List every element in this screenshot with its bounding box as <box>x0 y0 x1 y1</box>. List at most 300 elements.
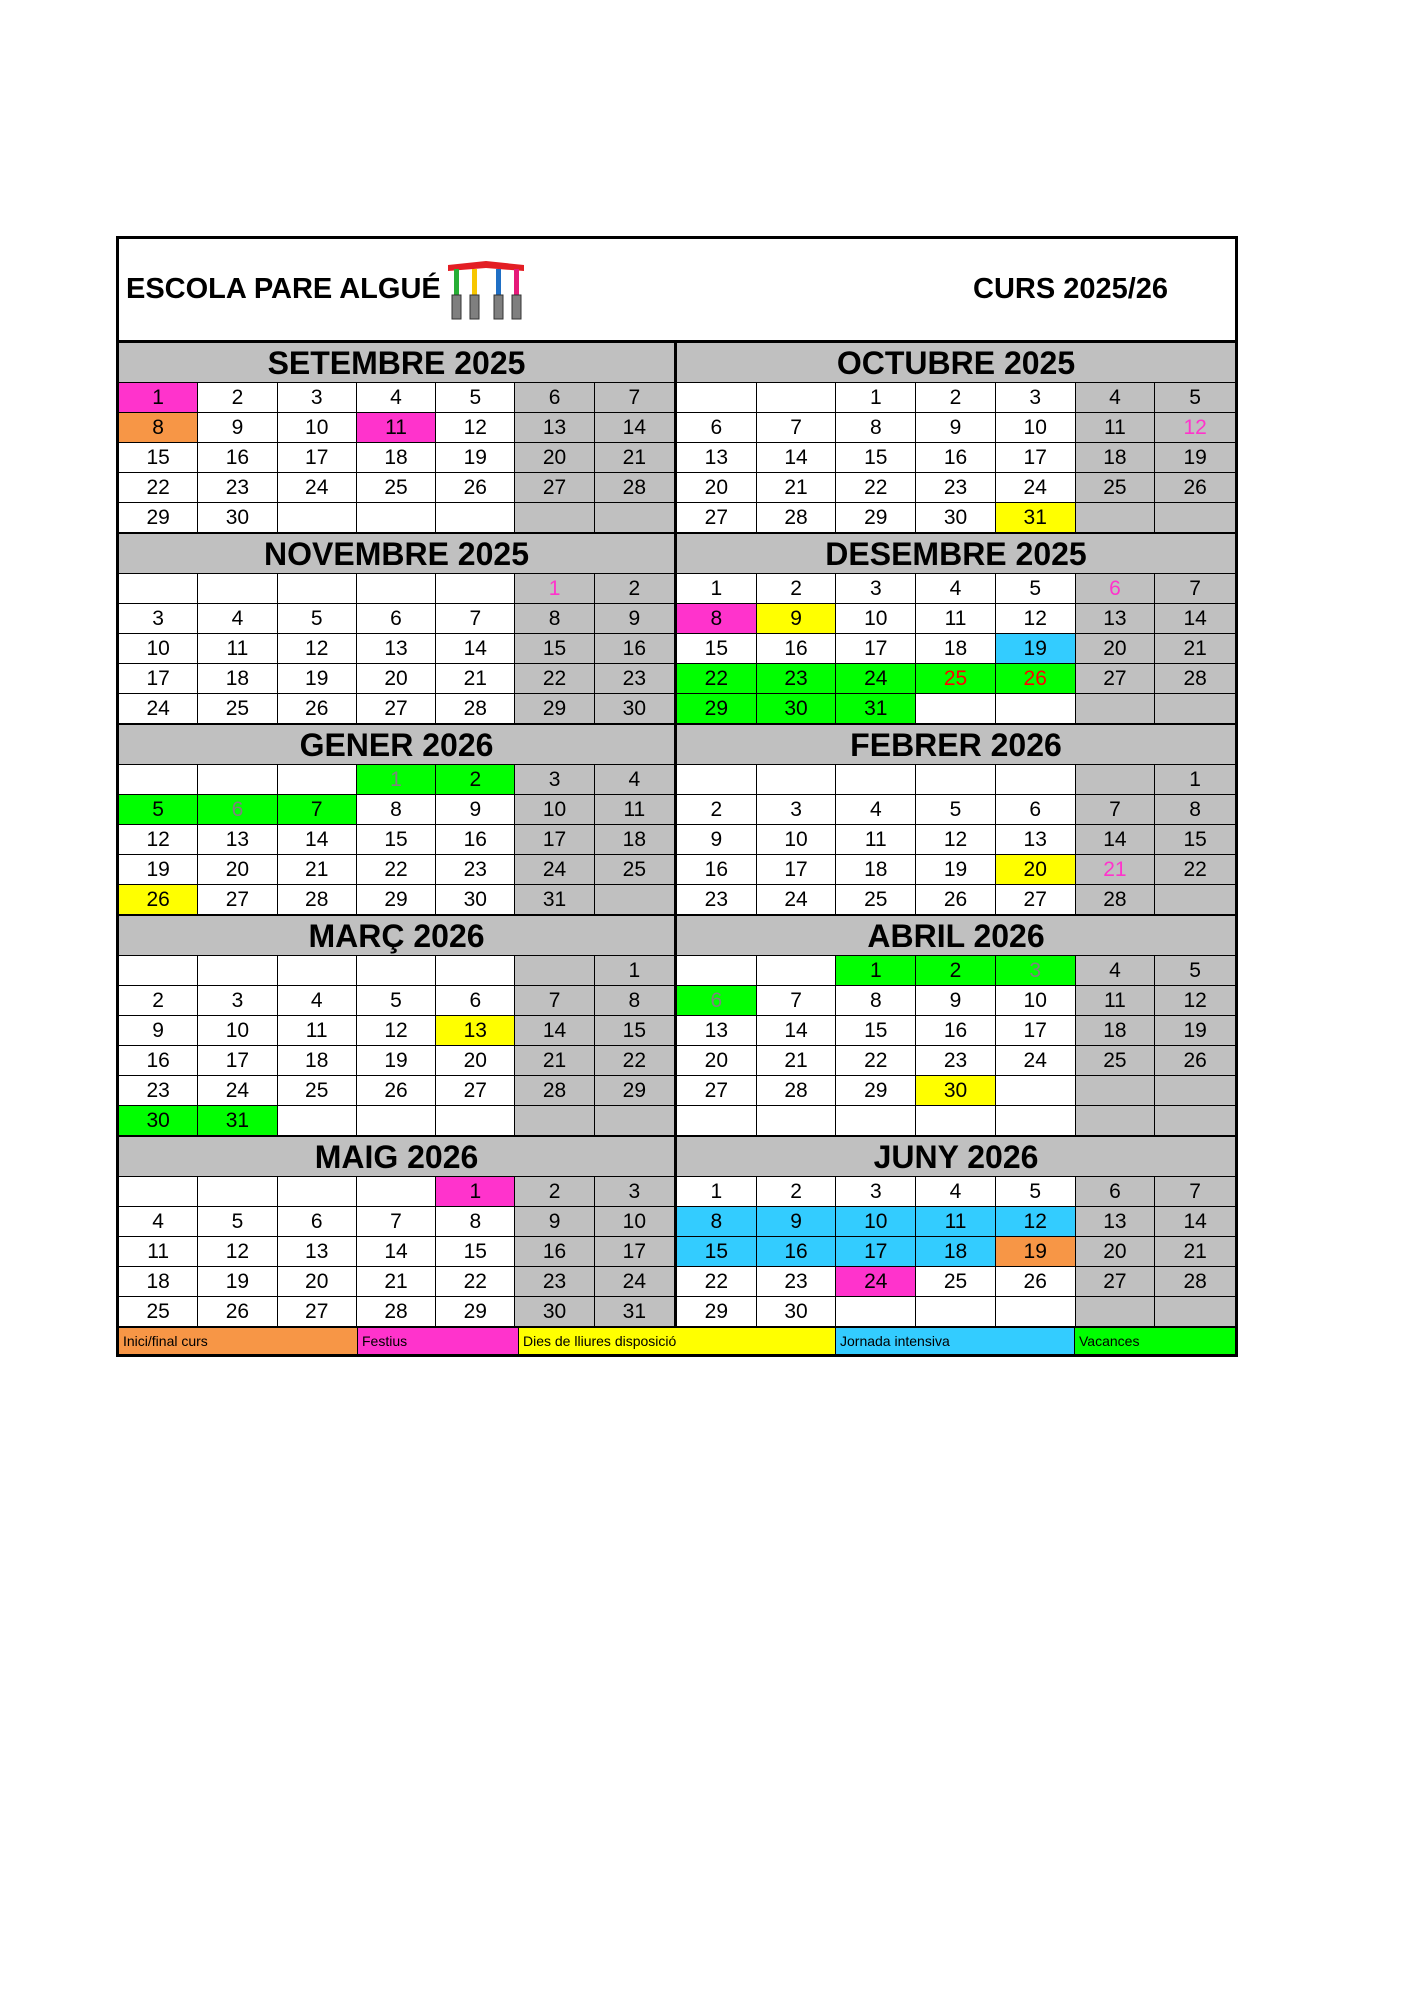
empty-cell <box>595 885 674 915</box>
day-cell: 13 <box>278 1237 357 1267</box>
day-cell: 13 <box>677 1016 757 1046</box>
day-cell: 6 <box>1076 574 1156 604</box>
day-cell: 8 <box>1155 795 1235 825</box>
day-cell: 28 <box>595 473 674 503</box>
empty-cell <box>836 765 916 795</box>
day-cell: 23 <box>595 664 674 694</box>
month-grid <box>677 383 1235 533</box>
day-cell: 19 <box>996 634 1076 664</box>
month-title: MAIG 2026 <box>119 1137 674 1177</box>
day-cell: 11 <box>916 604 996 634</box>
empty-cell <box>1155 885 1235 915</box>
day-cell: 24 <box>996 473 1076 503</box>
empty-cell <box>1076 1106 1156 1136</box>
day-cell: 8 <box>836 413 916 443</box>
empty-cell <box>1076 1076 1156 1106</box>
day-cell: 30 <box>757 1297 837 1327</box>
day-cell: 23 <box>916 473 996 503</box>
empty-cell <box>1076 1297 1156 1327</box>
day-cell: 7 <box>1155 1177 1235 1207</box>
day-cell: 3 <box>595 1177 674 1207</box>
month-row <box>119 533 1235 724</box>
day-cell: 16 <box>916 1016 996 1046</box>
day-cell: 10 <box>278 413 357 443</box>
day-cell: 17 <box>515 825 594 855</box>
day-cell: 10 <box>757 825 837 855</box>
day-cell: 1 <box>436 1177 515 1207</box>
day-cell: 9 <box>119 1016 198 1046</box>
day-cell: 15 <box>357 825 436 855</box>
empty-cell <box>757 1106 837 1136</box>
day-cell: 30 <box>595 694 674 724</box>
day-cell: 17 <box>836 634 916 664</box>
day-cell: 28 <box>1155 664 1235 694</box>
month-title: NOVEMBRE 2025 <box>119 534 674 574</box>
day-cell: 16 <box>198 443 277 473</box>
day-cell: 31 <box>515 885 594 915</box>
empty-cell <box>357 503 436 533</box>
day-cell: 8 <box>436 1207 515 1237</box>
day-cell: 8 <box>119 413 198 443</box>
day-cell: 6 <box>996 795 1076 825</box>
day-cell: 20 <box>515 443 594 473</box>
day-cell: 19 <box>1155 1016 1235 1046</box>
day-cell: 6 <box>198 795 277 825</box>
day-cell: 3 <box>996 956 1076 986</box>
empty-cell <box>436 503 515 533</box>
day-cell: 28 <box>357 1297 436 1327</box>
empty-cell <box>278 574 357 604</box>
day-cell: 31 <box>836 694 916 724</box>
day-cell: 28 <box>1155 1267 1235 1297</box>
empty-cell <box>595 1106 674 1136</box>
empty-cell <box>278 765 357 795</box>
day-cell: 2 <box>677 795 757 825</box>
day-cell: 6 <box>1076 1177 1156 1207</box>
day-cell: 1 <box>357 765 436 795</box>
day-cell: 10 <box>836 604 916 634</box>
day-cell: 20 <box>1076 634 1156 664</box>
day-cell: 3 <box>996 383 1076 413</box>
day-cell: 4 <box>1076 383 1156 413</box>
day-cell: 29 <box>119 503 198 533</box>
day-cell: 10 <box>595 1207 674 1237</box>
day-cell: 24 <box>996 1046 1076 1076</box>
day-cell: 7 <box>757 986 837 1016</box>
day-cell: 13 <box>677 443 757 473</box>
day-cell: 27 <box>1076 1267 1156 1297</box>
day-cell: 7 <box>595 383 674 413</box>
day-cell: 13 <box>1076 604 1156 634</box>
day-cell: 13 <box>996 825 1076 855</box>
empty-cell <box>836 1106 916 1136</box>
day-cell: 10 <box>198 1016 277 1046</box>
day-cell: 4 <box>278 986 357 1016</box>
month-grid <box>119 956 674 1136</box>
empty-cell <box>916 1297 996 1327</box>
month-grid <box>677 765 1235 915</box>
legend-item-jornada-intensiva: Jornada intensiva <box>836 1328 1075 1354</box>
month-title: MARÇ 2026 <box>119 916 674 956</box>
day-cell: 4 <box>357 383 436 413</box>
day-cell: 19 <box>198 1267 277 1297</box>
school-name: ESCOLA PARE ALGUÉ <box>126 273 441 305</box>
day-cell: 12 <box>119 825 198 855</box>
day-cell: 18 <box>357 443 436 473</box>
day-cell: 21 <box>278 855 357 885</box>
day-cell: 1 <box>119 383 198 413</box>
empty-cell <box>1155 1076 1235 1106</box>
day-cell: 23 <box>677 885 757 915</box>
day-cell: 11 <box>595 795 674 825</box>
day-cell: 30 <box>757 694 837 724</box>
day-cell: 4 <box>595 765 674 795</box>
day-cell: 4 <box>119 1207 198 1237</box>
day-cell: 14 <box>1076 825 1156 855</box>
month-maig-2026 <box>119 1137 677 1327</box>
empty-cell <box>677 1106 757 1136</box>
month-grid <box>677 956 1235 1136</box>
day-cell: 14 <box>757 1016 837 1046</box>
day-cell: 21 <box>436 664 515 694</box>
empty-cell <box>119 765 198 795</box>
empty-cell <box>515 503 594 533</box>
legend-item-inici-final-curs: Inici/final curs <box>119 1328 358 1354</box>
day-cell: 27 <box>278 1297 357 1327</box>
day-cell: 10 <box>996 413 1076 443</box>
day-cell: 20 <box>1076 1237 1156 1267</box>
day-cell: 1 <box>677 574 757 604</box>
day-cell: 2 <box>757 574 837 604</box>
day-cell: 20 <box>198 855 277 885</box>
day-cell: 3 <box>757 795 837 825</box>
day-cell: 16 <box>595 634 674 664</box>
day-cell: 11 <box>119 1237 198 1267</box>
day-cell: 24 <box>836 664 916 694</box>
day-cell: 15 <box>595 1016 674 1046</box>
day-cell: 25 <box>916 664 996 694</box>
empty-cell <box>916 1106 996 1136</box>
day-cell: 5 <box>996 1177 1076 1207</box>
day-cell: 29 <box>677 694 757 724</box>
day-cell: 8 <box>357 795 436 825</box>
day-cell: 24 <box>198 1076 277 1106</box>
day-cell: 9 <box>916 986 996 1016</box>
month-grid <box>119 1177 674 1327</box>
day-cell: 11 <box>836 825 916 855</box>
day-cell: 30 <box>515 1297 594 1327</box>
legend-item-festius: Festius <box>358 1328 519 1354</box>
day-cell: 10 <box>119 634 198 664</box>
day-cell: 15 <box>836 443 916 473</box>
month-febrer-2026 <box>677 725 1235 915</box>
empty-cell <box>119 1177 198 1207</box>
day-cell: 4 <box>198 604 277 634</box>
school-calendar <box>116 236 1238 1357</box>
day-cell: 6 <box>436 986 515 1016</box>
day-cell: 12 <box>357 1016 436 1046</box>
day-cell: 10 <box>515 795 594 825</box>
day-cell: 4 <box>1076 956 1156 986</box>
day-cell: 15 <box>677 1237 757 1267</box>
month-novembre-2025 <box>119 534 677 724</box>
empty-cell <box>677 956 757 986</box>
day-cell: 23 <box>436 855 515 885</box>
empty-cell <box>1155 503 1235 533</box>
day-cell: 27 <box>677 503 757 533</box>
day-cell: 8 <box>836 986 916 1016</box>
day-cell: 3 <box>836 1177 916 1207</box>
empty-cell <box>1076 765 1156 795</box>
day-cell: 8 <box>677 604 757 634</box>
day-cell: 2 <box>198 383 277 413</box>
day-cell: 25 <box>119 1297 198 1327</box>
day-cell: 12 <box>436 413 515 443</box>
day-cell: 7 <box>357 1207 436 1237</box>
day-cell: 21 <box>1155 634 1235 664</box>
empty-cell <box>357 956 436 986</box>
day-cell: 18 <box>119 1267 198 1297</box>
day-cell: 2 <box>515 1177 594 1207</box>
school-logo-icon <box>446 259 526 323</box>
day-cell: 28 <box>1076 885 1156 915</box>
day-cell: 15 <box>119 443 198 473</box>
day-cell: 2 <box>916 956 996 986</box>
day-cell: 20 <box>677 473 757 503</box>
day-cell: 22 <box>836 473 916 503</box>
day-cell: 2 <box>119 986 198 1016</box>
day-cell: 15 <box>677 634 757 664</box>
month-row <box>119 343 1235 533</box>
day-cell: 22 <box>595 1046 674 1076</box>
day-cell: 3 <box>515 765 594 795</box>
day-cell: 17 <box>996 443 1076 473</box>
day-cell: 15 <box>836 1016 916 1046</box>
day-cell: 21 <box>357 1267 436 1297</box>
empty-cell <box>996 694 1076 724</box>
day-cell: 1 <box>836 383 916 413</box>
day-cell: 28 <box>757 1076 837 1106</box>
empty-cell <box>436 956 515 986</box>
day-cell: 30 <box>916 503 996 533</box>
day-cell: 2 <box>595 574 674 604</box>
empty-cell <box>916 765 996 795</box>
day-cell: 26 <box>916 885 996 915</box>
day-cell: 22 <box>677 664 757 694</box>
day-cell: 20 <box>677 1046 757 1076</box>
empty-cell <box>1155 1106 1235 1136</box>
day-cell: 16 <box>515 1237 594 1267</box>
day-cell: 19 <box>436 443 515 473</box>
empty-cell <box>757 956 837 986</box>
day-cell: 16 <box>757 1237 837 1267</box>
month-row <box>119 915 1235 1136</box>
day-cell: 27 <box>1076 664 1156 694</box>
day-cell: 15 <box>1155 825 1235 855</box>
empty-cell <box>996 1076 1076 1106</box>
day-cell: 14 <box>436 634 515 664</box>
day-cell: 25 <box>1076 473 1156 503</box>
day-cell: 27 <box>198 885 277 915</box>
day-cell: 13 <box>1076 1207 1156 1237</box>
day-cell: 27 <box>996 885 1076 915</box>
day-cell: 21 <box>1155 1237 1235 1267</box>
day-cell: 18 <box>595 825 674 855</box>
day-cell: 18 <box>836 855 916 885</box>
day-cell: 7 <box>515 986 594 1016</box>
day-cell: 6 <box>278 1207 357 1237</box>
empty-cell <box>278 503 357 533</box>
empty-cell <box>198 1177 277 1207</box>
day-cell: 14 <box>595 413 674 443</box>
day-cell: 24 <box>515 855 594 885</box>
day-cell: 10 <box>836 1207 916 1237</box>
day-cell: 28 <box>757 503 837 533</box>
day-cell: 29 <box>595 1076 674 1106</box>
day-cell: 12 <box>996 604 1076 634</box>
day-cell: 17 <box>198 1046 277 1076</box>
day-cell: 26 <box>1155 1046 1235 1076</box>
day-cell: 14 <box>1155 1207 1235 1237</box>
day-cell: 17 <box>836 1237 916 1267</box>
day-cell: 5 <box>119 795 198 825</box>
month-juny-2026 <box>677 1137 1235 1327</box>
empty-cell <box>1155 694 1235 724</box>
day-cell: 25 <box>357 473 436 503</box>
day-cell: 16 <box>677 855 757 885</box>
day-cell: 13 <box>515 413 594 443</box>
day-cell: 7 <box>757 413 837 443</box>
empty-cell <box>757 765 837 795</box>
day-cell: 6 <box>677 413 757 443</box>
day-cell: 21 <box>757 473 837 503</box>
day-cell: 16 <box>757 634 837 664</box>
day-cell: 1 <box>515 574 594 604</box>
day-cell: 5 <box>198 1207 277 1237</box>
day-cell: 14 <box>515 1016 594 1046</box>
day-cell: 22 <box>836 1046 916 1076</box>
empty-cell <box>278 1106 357 1136</box>
day-cell: 14 <box>278 825 357 855</box>
day-cell: 17 <box>119 664 198 694</box>
day-cell: 22 <box>119 473 198 503</box>
day-cell: 26 <box>357 1076 436 1106</box>
day-cell: 11 <box>916 1207 996 1237</box>
day-cell: 25 <box>1076 1046 1156 1076</box>
day-cell: 12 <box>996 1207 1076 1237</box>
day-cell: 21 <box>515 1046 594 1076</box>
empty-cell <box>595 503 674 533</box>
empty-cell <box>198 574 277 604</box>
empty-cell <box>278 956 357 986</box>
empty-cell <box>1076 694 1156 724</box>
day-cell: 18 <box>916 634 996 664</box>
month-title: DESEMBRE 2025 <box>677 534 1235 574</box>
day-cell: 17 <box>757 855 837 885</box>
month-title: FEBRER 2026 <box>677 725 1235 765</box>
day-cell: 14 <box>357 1237 436 1267</box>
day-cell: 10 <box>996 986 1076 1016</box>
month-grid <box>677 574 1235 724</box>
day-cell: 25 <box>278 1076 357 1106</box>
day-cell: 13 <box>436 1016 515 1046</box>
legend <box>119 1327 1235 1354</box>
day-cell: 22 <box>515 664 594 694</box>
course-label: CURS 2025/26 <box>973 273 1169 305</box>
day-cell: 25 <box>595 855 674 885</box>
empty-cell <box>836 1297 916 1327</box>
day-cell: 15 <box>436 1237 515 1267</box>
day-cell: 19 <box>916 855 996 885</box>
months-container <box>119 343 1235 1327</box>
day-cell: 24 <box>119 694 198 724</box>
empty-cell <box>515 1106 594 1136</box>
day-cell: 16 <box>436 825 515 855</box>
day-cell: 7 <box>1155 574 1235 604</box>
day-cell: 11 <box>1076 413 1156 443</box>
day-cell: 26 <box>996 1267 1076 1297</box>
day-cell: 23 <box>198 473 277 503</box>
month-mar-2026 <box>119 916 677 1136</box>
day-cell: 17 <box>278 443 357 473</box>
day-cell: 23 <box>119 1076 198 1106</box>
day-cell: 22 <box>357 855 436 885</box>
day-cell: 26 <box>996 664 1076 694</box>
month-title: JUNY 2026 <box>677 1137 1235 1177</box>
day-cell: 17 <box>996 1016 1076 1046</box>
day-cell: 18 <box>198 664 277 694</box>
day-cell: 27 <box>515 473 594 503</box>
day-cell: 9 <box>677 825 757 855</box>
empty-cell <box>198 765 277 795</box>
day-cell: 6 <box>357 604 436 634</box>
day-cell: 7 <box>1076 795 1156 825</box>
day-cell: 21 <box>1076 855 1156 885</box>
day-cell: 19 <box>357 1046 436 1076</box>
day-cell: 29 <box>436 1297 515 1327</box>
day-cell: 14 <box>1155 604 1235 634</box>
month-grid <box>677 1177 1235 1327</box>
day-cell: 19 <box>996 1237 1076 1267</box>
calendar-header <box>119 239 1235 343</box>
day-cell: 9 <box>515 1207 594 1237</box>
empty-cell <box>677 765 757 795</box>
day-cell: 31 <box>595 1297 674 1327</box>
day-cell: 5 <box>916 795 996 825</box>
day-cell: 24 <box>278 473 357 503</box>
day-cell: 29 <box>836 503 916 533</box>
empty-cell <box>119 956 198 986</box>
empty-cell <box>119 574 198 604</box>
day-cell: 26 <box>436 473 515 503</box>
day-cell: 31 <box>198 1106 277 1136</box>
empty-cell <box>198 956 277 986</box>
month-desembre-2025 <box>677 534 1235 724</box>
day-cell: 28 <box>278 885 357 915</box>
empty-cell <box>916 694 996 724</box>
day-cell: 27 <box>677 1076 757 1106</box>
month-row <box>119 1136 1235 1327</box>
day-cell: 19 <box>278 664 357 694</box>
day-cell: 2 <box>916 383 996 413</box>
day-cell: 26 <box>119 885 198 915</box>
day-cell: 1 <box>836 956 916 986</box>
day-cell: 25 <box>198 694 277 724</box>
day-cell: 24 <box>595 1267 674 1297</box>
day-cell: 20 <box>996 855 1076 885</box>
day-cell: 27 <box>436 1076 515 1106</box>
day-cell: 31 <box>996 503 1076 533</box>
